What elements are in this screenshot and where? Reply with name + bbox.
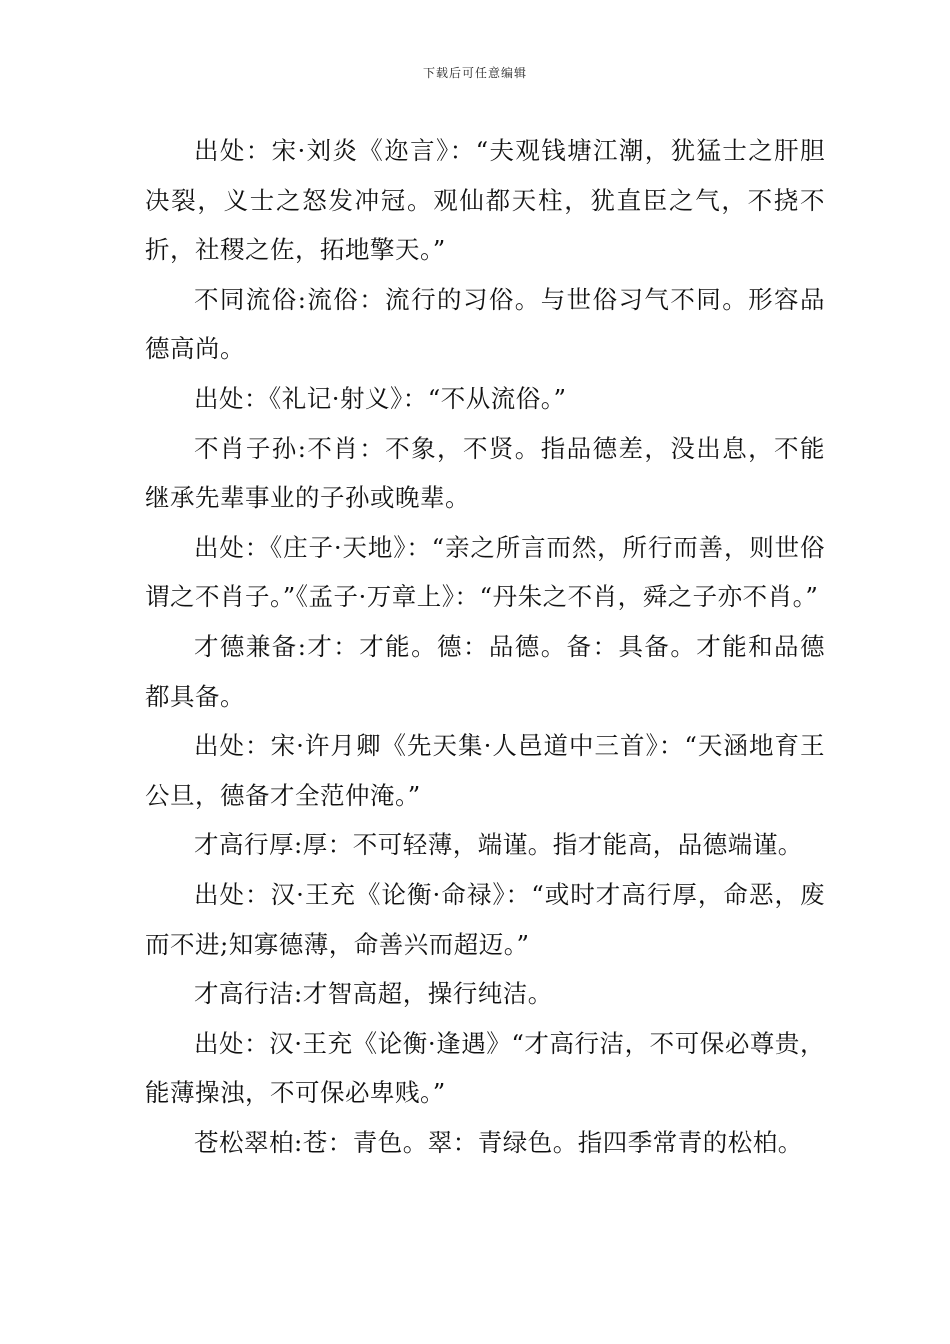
paragraph: 才高行厚:厚：不可轻薄，端谨。指才能高，品德端谨。 [194,830,803,860]
document-body [145,126,825,1167]
paragraph: 出处：宋·刘炎《迩言》：“夫观钱塘江潮，犹猛士之肝胆决裂，义士之怒发冲冠。观仙都天柱，犹直臣之气，不挠不折，社稷之佐，拓地擎天。” [145,136,825,265]
paragraph: 才德兼备:才：才能。德：品德。备：具备。才能和品德都具备。 [145,631,825,711]
paragraph: 才高行洁:才智高超，操行纯洁。 [194,979,553,1009]
paragraph: 不同流俗:流俗：流行的习俗。与世俗习气不同。形容品德高尚。 [145,284,825,364]
paragraph: 出处：《礼记·射义》：“不从流俗。” [194,383,567,413]
paragraph: 出处：《庄子·天地》：“亲之所言而然，所行而善，则世俗谓之不肖子。”《孟子·万章上》：“丹朱之不肖，舜之子亦不肖。” [145,532,825,612]
paragraph: 出处：汉·王充《论衡·逢遇》“才高行洁，不可保必尊贵，能薄操浊，不可保必卑贱。” [145,1028,825,1108]
paragraph: 苍松翠柏:苍：青色。翠：青绿色。指四季常青的松柏。 [194,1127,803,1157]
paragraph: 不肖子孙:不肖：不象，不贤。指品德差，没出息，不能继承先辈事业的子孙或晚辈。 [145,433,825,513]
page-header: 下载后可任意编辑 [422,66,527,80]
paragraph: 出处：汉·王充《论衡·命禄》：“或时才高行厚，命恶，废而不进;知寡德薄，命善兴而超迈。” [145,879,825,959]
paragraph: 出处：宋·许月卿《先天集·人邑道中三首》：“天涵地育王公旦，德备才全范仲淹。” [145,731,825,810]
